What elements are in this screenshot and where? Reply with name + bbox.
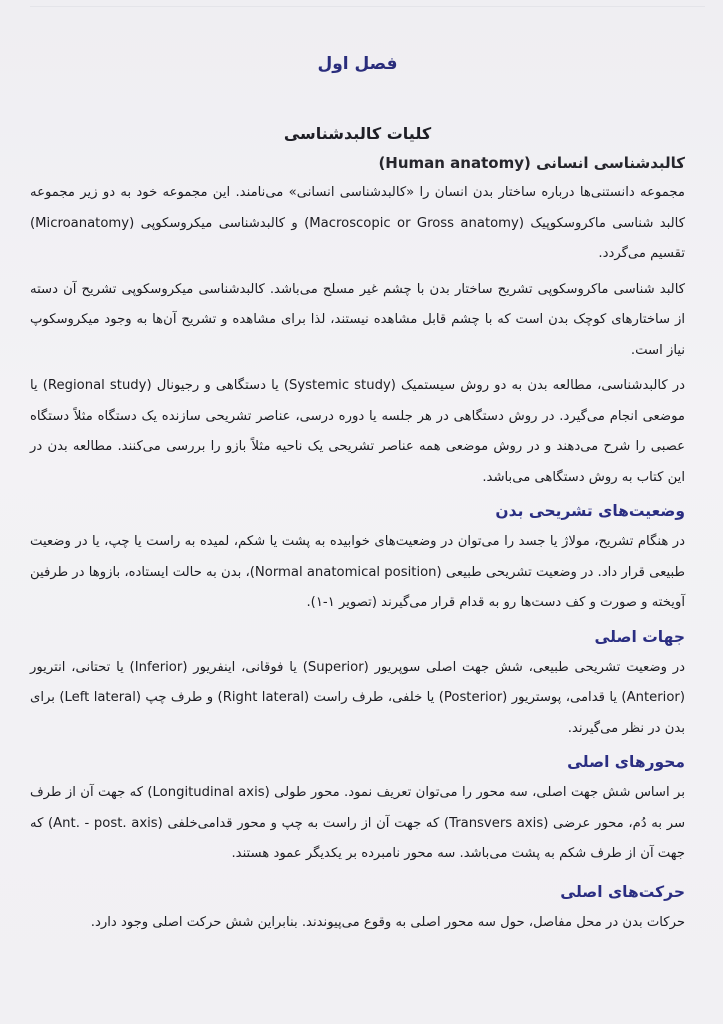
paragraph-study-methods: در کالبدشناسی، مطالعه بدن به دو روش سیستمیک (Systemic study) یا دستگاهی و رجیونال (Regional study) یا موضعی انجام می‌گیرد. در روش دستگاهی در هر جلسه یا دوره درسی، عناصر تشریحی سازنده یک دستگاه مثلاً دستگاه عصبی را شرح می‌دهند و در روش موضعی همه عناصر تشریحی یک ناحیه مثلاً بازو را بررسی می‌کنند. مطالعه بدن در این کتاب به روش دستگاهی می‌باشد.	[30, 378, 685, 485]
paragraph-positions: در هنگام تشریح، مولاژ یا جسد را می‌توان در وضعیت‌های خوابیده به پشت یا شکم، لمیده به راست یا چپ، یا در وضعیت طبیعی قرار داد. در وضعیت تشریحی طبیعی (Normal anatomical position)، بدن به حالت ایستاده، بازوها در طرفین آویخته و صورت و کف دست‌ها رو به قدام قرار می‌گیرند (تصویر ۱-۱).	[30, 534, 685, 610]
heading-main-movements: حرکت‌های اصلی	[560, 882, 685, 901]
heading-anatomical-positions: وضعیت‌های تشریحی بدن	[495, 502, 685, 520]
sub-heading-human-anatomy: کالبدشناسی انسانی (Human anatomy)	[378, 154, 685, 172]
heading-main-axes: محورهای اصلی	[567, 753, 685, 771]
chapter-title: فصل اول	[317, 54, 398, 74]
paragraph-macroscopic: کالبد شناسی ماکروسکوپی تشریح ساختار بدن با چشم غیر مسلح می‌باشد. کالبدشناسی میکروسکوپی تشریح آن دسته از ساختارهای کوچک بدن است که با چشم قابل مشاهده نیستند، لذا برای مشاهده و تشریح آن‌ها به وجود میکروسکوپ نیاز است.	[30, 281, 685, 358]
page-content	[30, 50, 685, 938]
paragraph-axes: بر اساس شش جهت اصلی، سه محور را می‌توان تعریف نمود. محور طولی (Longitudinal axis) که جهت آن از طرف سر به دُم، محور عرضی (Transvers axis) که جهت آن از راست به چپ و محور قدامی‌خلفی (Ant. - post. axis) که جهت آن از طرف شکم به پشت می‌باشد. سه محور نامبرده بر یکدیگر عمود هستند.	[30, 785, 686, 861]
paragraph-movements: حرکات بدن در محل مفاصل، حول سه محور اصلی به وقوع می‌پیوندند. بنابراین شش حرکت اصلی وجود دارد.	[90, 914, 685, 930]
heading-main-directions: جهات اصلی	[594, 627, 685, 646]
paragraph-directions: در وضعیت تشریحی طبیعی، شش جهت اصلی سوپریور (Superior) یا فوقانی، اینفریور (Inferior) یا تحتانی، انتریور (Anterior) یا قدامی، پوستریور (Posterior) یا خلفی، طرف راست (Right lateral) و طرف چپ (Left lateral) برای بدن در نظر می‌گیرند.	[30, 659, 686, 736]
section-title: کلیات کالبدشناسی	[283, 124, 432, 143]
paragraph-definition: مجموعه دانستنی‌ها درباره ساختار بدن انسان را «کالبدشناسی انسانی» می‌نامند. این مجموعه خود به دو زیر مجموعه کالبد شناسی ماکروسکوپیک (Macroscopic or Gross anatomy) و کالبدشناسی میکروسکوپی (Microanatomy) تقسیم می‌گردد.	[30, 185, 685, 261]
